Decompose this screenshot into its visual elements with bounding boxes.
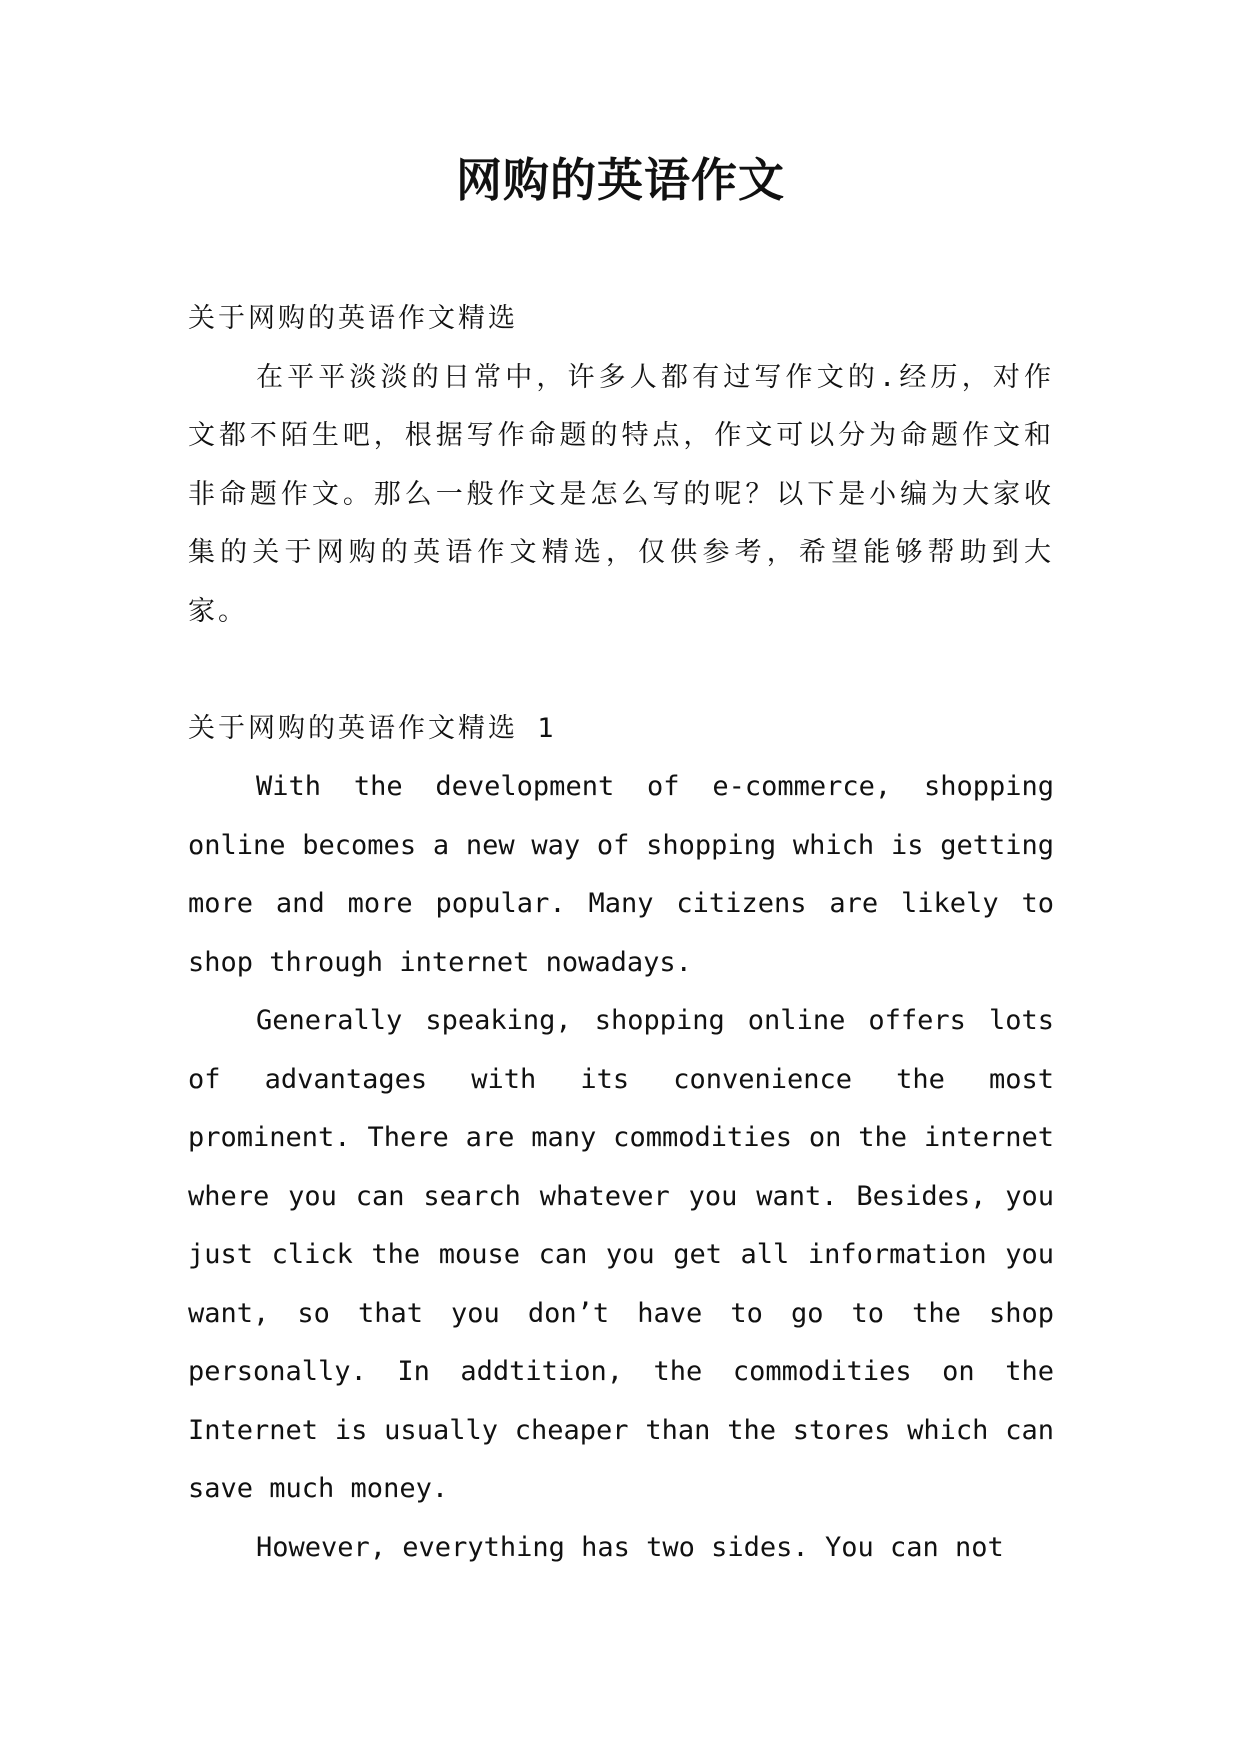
essay-paragraph-1: With the development of e-commerce, shopping online becomes a new way of shopping which is getting more and more popular. Many citizens are likely to shop through internet nowadays. <box>188 771 1054 978</box>
subtitle: 关于网购的英语作文精选 <box>188 303 518 334</box>
intro-paragraph: 在平平淡淡的日常中，许多人都有过写作文的.经历，对作文都不陌生吧，根据写作命题的特点，作文可以分为命题作文和非命题作文。那么一般作文是怎么写的呢？以下是小编为大家收集的关于网购的英语作文精选，仅供参考，希望能够帮助到大家。 <box>188 361 1054 627</box>
essay-paragraph-3: However, everything has two sides. You can not <box>256 1531 1004 1563</box>
document-title: 网购的英语作文 <box>456 153 785 207</box>
essay-paragraph-2: Generally speaking, shopping online offers lots of advantages with its convenience the most prominent. There are many commodities on the internet where you can search whatever you want. Besides, you just click the mouse can you get all information you want, so that you don’t have to go to the shop personally. In addtition, the commodities on the Internet is usually cheaper than the stores which can save much money. <box>188 1005 1054 1504</box>
paragraph-spacer <box>188 641 1054 700</box>
document-body <box>188 290 1054 1577</box>
section-heading: 关于网购的英语作文精选 1 <box>188 712 557 744</box>
